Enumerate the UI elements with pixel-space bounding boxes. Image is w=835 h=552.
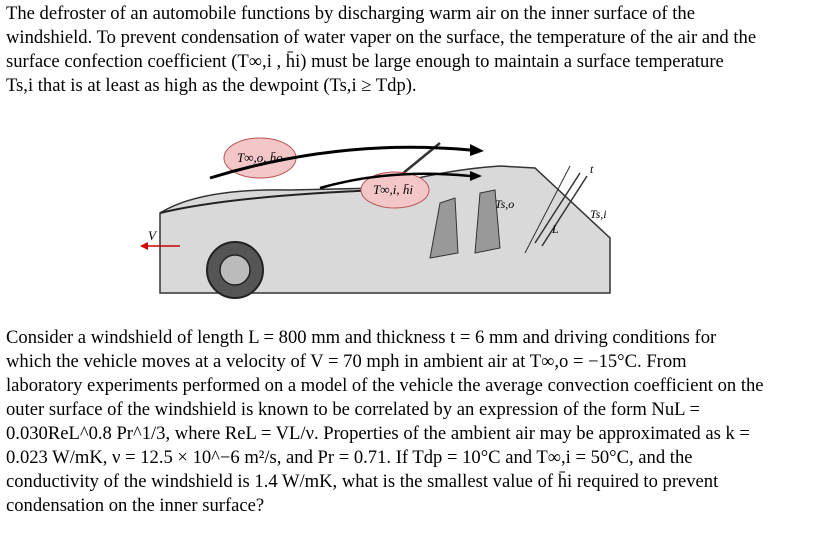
question-line-8: condensation on the inner surface? <box>6 495 265 516</box>
flow-arrowhead-outer <box>470 144 484 156</box>
velocity-arrowhead <box>140 242 148 250</box>
question-line-4: outer surface of the windshield is known to be correlated by an expression of the form NuL = <box>6 399 700 420</box>
thickness-label: t <box>590 162 594 176</box>
problem-question <box>6 326 830 518</box>
question-line-3: laboratory experiments performed on a model of the vehicle the average convection coefficient on the <box>6 375 764 396</box>
windshield-diagram <box>140 118 660 308</box>
intro-line-2: windshield. To prevent condensation of water vaper on the surface, the temperature of the air and the <box>6 27 757 48</box>
wheel-hub <box>220 255 250 285</box>
question-line-6: 0.023 W/mK, ν = 12.5 × 10^−6 m²/s, and Pr = 0.71. If Tdp = 10°C and T∞,i = 50°C, and the <box>6 447 693 468</box>
outer-surface-label: Ts,o <box>495 197 515 211</box>
question-line-7: conductivity of the windshield is 1.4 W/mK, what is the smallest value of h̄i required to prevent <box>6 471 719 492</box>
question-line-5: 0.030ReL^0.8 Pr^1/3, where ReL = VL/ν. Properties of the ambient air may be approximated as k = <box>6 423 750 444</box>
problem-intro <box>6 2 830 98</box>
car-windshield-figure <box>140 118 660 308</box>
intro-line-3: surface confection coefficient (T∞,i , h̄i) must be large enough to maintain a surface temperature <box>6 51 724 72</box>
inner-air-label: T∞,i, h̄i <box>373 182 413 197</box>
intro-line-1: The defroster of an automobile functions by discharging warm air on the inner surface of the <box>6 3 695 24</box>
length-label: L <box>552 222 559 236</box>
inner-surface-label: Ts,i <box>590 207 607 221</box>
question-line-2: which the vehicle moves at a velocity of V = 70 mph in ambient air at T∞,o = −15°C. From <box>6 351 687 372</box>
intro-line-4: Ts,i that is at least as high as the dewpoint (Ts,i ≥ Tdp). <box>6 75 417 96</box>
question-line-1: Consider a windshield of length L = 800 mm and thickness t = 6 mm and driving conditions for <box>6 327 717 348</box>
outer-air-label: T∞,o, h̄o <box>237 150 283 165</box>
velocity-label: V <box>148 228 156 243</box>
